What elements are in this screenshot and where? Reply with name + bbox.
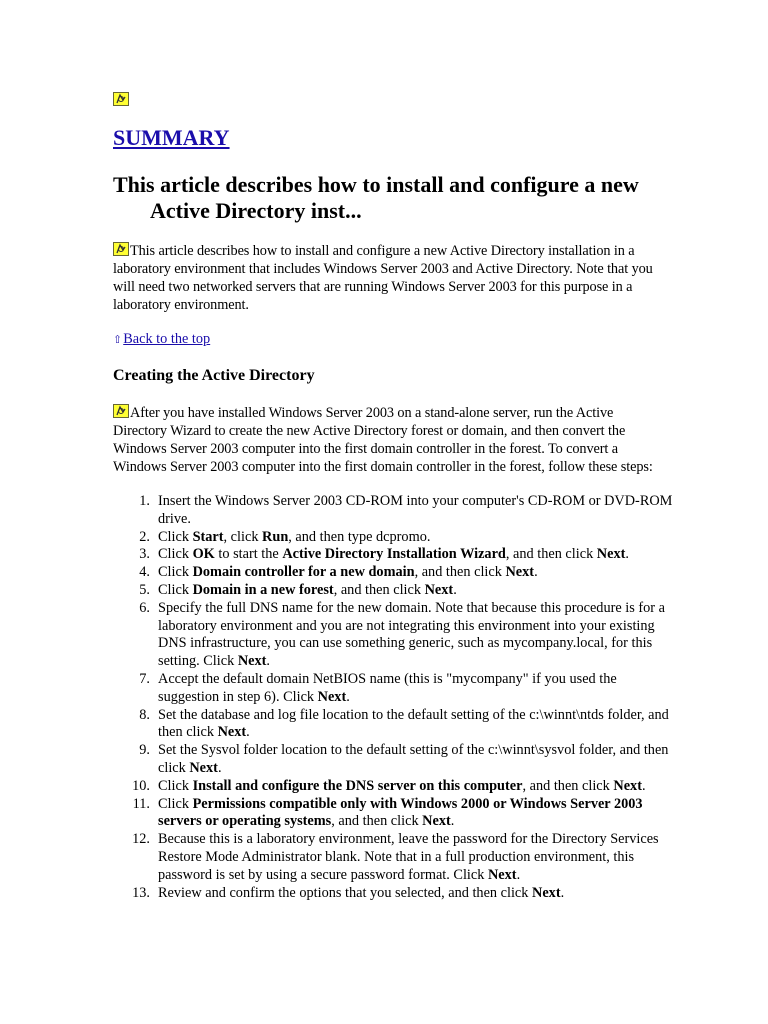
step-item — [113, 564, 673, 582]
step-item — [113, 546, 673, 564]
step-text: . — [516, 866, 521, 883]
step-text: , and then click — [331, 813, 423, 830]
step-text: Click — [158, 528, 193, 545]
step-text: . — [453, 581, 457, 598]
step-text: , click — [223, 528, 263, 545]
step-number: 6. — [139, 599, 150, 616]
step-number: 1. — [139, 493, 150, 509]
step-number: 12. — [132, 831, 150, 848]
step-text: Specify the full DNS name for the new domain. Note that because this procedure is for a laboratory environment and you are not integrating this environment into your existing DNS infrastructure, you can use something generic, such as mycompany.local, for this setting. Click — [158, 599, 665, 670]
step-number: 10. — [132, 777, 150, 794]
step-text: Click — [158, 564, 193, 581]
step-bold-text: Next — [317, 688, 347, 705]
step-text: . — [641, 777, 646, 794]
step-number: 9. — [139, 742, 150, 759]
step-text: Click — [158, 795, 193, 812]
step-bold-text: Next — [189, 759, 218, 776]
step-bold-text: Domain controller for a new domain — [192, 564, 415, 581]
step-text: . — [266, 653, 270, 670]
step-bold-text: Next — [613, 777, 642, 794]
step-bold-text: Active Directory Installation Wizard — [282, 546, 506, 563]
step-item — [113, 493, 673, 529]
step-number: 8. — [139, 706, 150, 723]
step-bold-text: Permissions compatible only with Windows 2000 or Windows Server 2003 servers or operating systems — [158, 795, 643, 830]
steps-list — [113, 493, 673, 902]
step-bold-text: Next — [217, 724, 247, 741]
step-text: . — [246, 724, 250, 741]
step-text: , and then type dcpromo. — [288, 528, 431, 545]
step-bold-text: Domain in a new forest — [192, 581, 334, 598]
back-to-top-link[interactable]: Back to the top — [123, 331, 211, 347]
back-to-top — [113, 330, 210, 349]
step-number: 11. — [132, 795, 150, 812]
step-number: 13. — [132, 884, 150, 901]
step-text: Click — [158, 777, 193, 794]
note-icon — [113, 242, 129, 256]
step-bold-text: OK — [192, 546, 215, 563]
step-item — [113, 796, 673, 832]
step-bold-text: Install and configure the DNS server on this computer — [192, 777, 523, 794]
step-bold-text: Start — [192, 528, 224, 545]
step-number: 2. — [139, 528, 150, 545]
step-text: Set the Sysvol folder location to the default setting of the c:\winnt\sysvol folder, and then click — [158, 742, 669, 776]
step-item — [113, 885, 673, 903]
step-number: 7. — [139, 670, 150, 687]
step-number: 3. — [139, 546, 150, 563]
step-text: Click — [158, 546, 193, 563]
step-text: Click — [158, 581, 193, 598]
step-bold-text: Run — [262, 528, 289, 545]
step-bold-text: Next — [237, 653, 267, 670]
step-text: , and then click — [522, 777, 614, 794]
step-text: Insert the Windows Server 2003 CD-ROM into your computer's CD-ROM or DVD-ROM drive. — [158, 493, 673, 527]
intro-text: This article describes how to install and configure a new Active Directory installation in a laboratory environment that includes Windows Server 2003 and Active Directory. Note that you will need two networked servers that are running Windows Server 2003 for this purpose in a laboratory environment. — [113, 243, 653, 313]
step-text: Review and confirm the options that you selected, and then click — [158, 884, 532, 901]
step-item — [113, 529, 673, 547]
step-bold-text: Next — [505, 564, 535, 581]
step-bold-text: Next — [596, 546, 626, 563]
step-bold-text: Next — [424, 581, 454, 598]
section-heading: Creating the Active Directory — [113, 367, 315, 384]
step-text: Set the database and log file location to the default setting of the c:\winnt\ntds folder, and then click — [158, 706, 669, 741]
article-title — [113, 172, 673, 224]
step-text: . — [560, 884, 565, 901]
step-text: , and then click — [333, 581, 425, 598]
step-text: . — [534, 564, 538, 581]
step-number: 5. — [139, 581, 150, 598]
step-bold-text: Next — [422, 813, 451, 830]
step-item — [113, 707, 673, 743]
article-title-line-1: This article describes how to install and configure a new — [113, 172, 639, 197]
step-item — [113, 778, 673, 796]
step-bold-text: Next — [532, 884, 561, 901]
note-icon — [113, 404, 129, 418]
step-text: Because this is a laboratory environment, leave the password for the Directory Services Restore Mode Administrator blank. Note that in a full production environment, this password is set by using a secure password format. Click — [158, 831, 659, 883]
step-text: . — [450, 813, 455, 830]
step-item — [113, 671, 673, 707]
step-text: Accept the default domain NetBIOS name (this is "mycompany" if you used the suggestion in step 6). Click — [158, 670, 617, 705]
note-icon — [113, 92, 129, 106]
step-text: . — [217, 759, 222, 776]
step-text: . — [346, 688, 350, 705]
steps-intro-text: After you have installed Windows Server 2003 on a stand-alone server, run the Active Directory Wizard to create the new Active Directory forest or domain, and then convert the Windows Server 2003 computer into the first domain controller in the forest. To convert a Windows Server 2003 computer into the first domain controller in the forest, follow these steps: — [113, 405, 653, 475]
step-item — [113, 742, 673, 778]
article-title-line-2: Active Directory inst... — [150, 198, 362, 223]
step-text: , and then click — [414, 564, 506, 581]
step-item — [113, 600, 673, 671]
summary-link[interactable]: SUMMARY — [113, 125, 230, 150]
step-item — [113, 831, 673, 884]
step-number: 4. — [139, 564, 150, 581]
intro-paragraph — [113, 242, 668, 314]
step-text: , and then click — [505, 546, 597, 563]
step-text: . — [625, 546, 629, 563]
step-text: to start the — [214, 546, 283, 563]
up-arrow-icon: ⇧ — [113, 334, 123, 346]
step-item — [113, 582, 673, 600]
steps-intro-paragraph — [113, 404, 668, 476]
step-bold-text: Next — [487, 866, 517, 883]
